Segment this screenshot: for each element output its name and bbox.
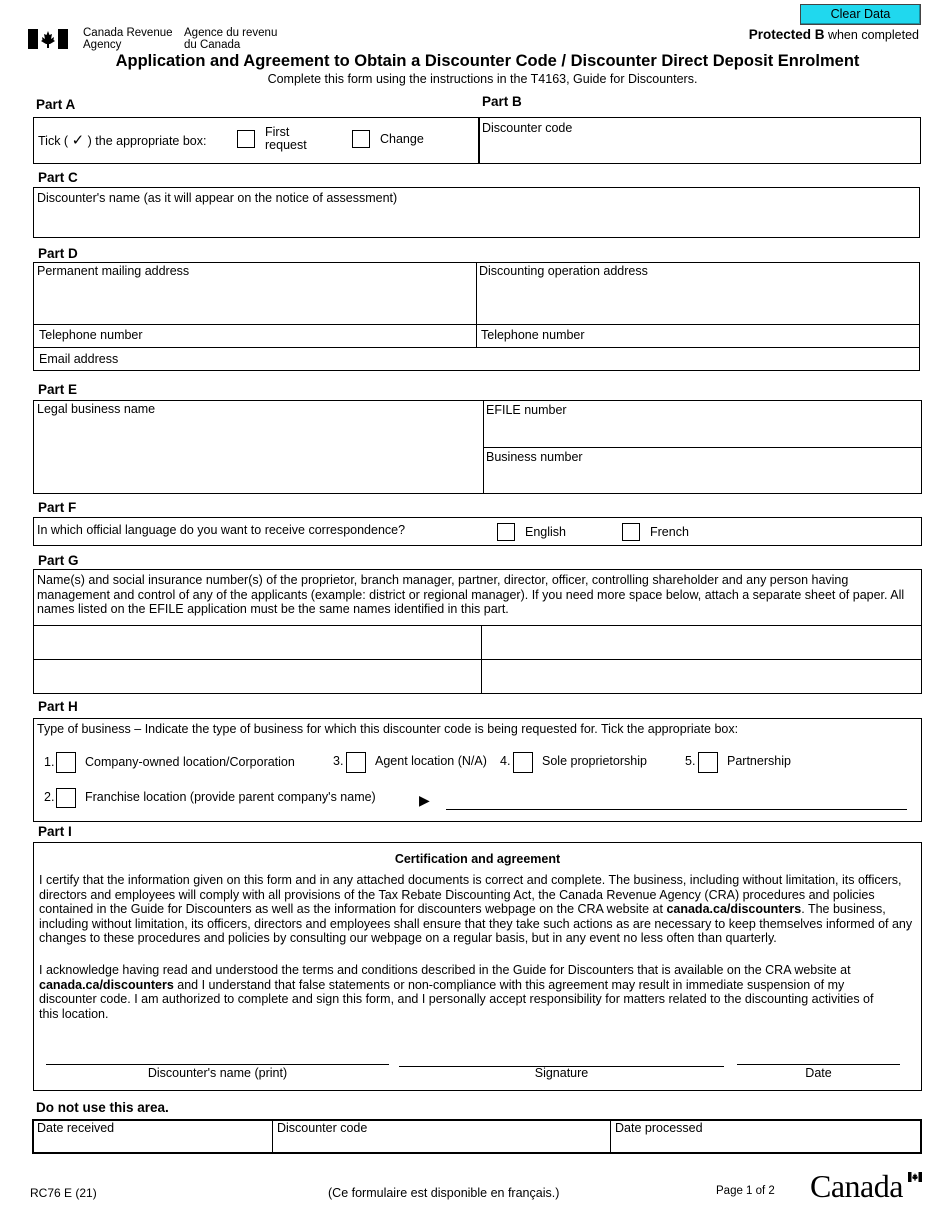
clear-data-label: Clear Data: [830, 7, 891, 21]
date-received-label: Date received: [37, 1121, 115, 1135]
part-i-heading: Part I: [38, 824, 72, 839]
wordmark-flag-icon: [908, 1172, 922, 1182]
person-sin-field-1[interactable]: [482, 626, 921, 659]
form-title: Application and Agreement to Obtain a Discounter Code / Discounter Direct Deposit Enrolment: [115, 52, 860, 70]
part-d-rule-1: [33, 324, 920, 325]
part-g-text: Name(s) and social insurance number(s) of the proprietor, branch manager, partner, director, officer, controlling shareholder and any person having management and control of any of the applicants (example: district or regional manager). If you need more space below, attach a separate sheet of paper. All names listed on the EFILE application must be the same names identified in this part.: [37, 573, 905, 616]
company-owned-checkbox[interactable]: [56, 752, 76, 773]
person-sin-field-2[interactable]: [482, 660, 921, 693]
part-d-heading: Part D: [38, 246, 78, 261]
tick-instruction: Tick ( ✓ ) the appropriate box:: [38, 132, 207, 149]
page-number: Page 1 of 2: [716, 1185, 775, 1197]
office-divider-2: [610, 1119, 611, 1154]
business-type-instruction: Type of business – Indicate the type of business for which this discounter code is being requested for. Tick the appropriate box:: [37, 722, 739, 736]
agent-location-label: Agent location (N/A): [375, 754, 487, 768]
option-1-number: 1.: [44, 755, 55, 769]
form-subtitle: Complete this form using the instructions in the T4163, Guide for Discounters.: [267, 72, 698, 86]
agent-location-checkbox[interactable]: [346, 752, 366, 773]
date-label: Date: [805, 1066, 832, 1080]
business-number-field[interactable]: Business number: [486, 450, 583, 464]
change-label: Change: [380, 132, 424, 146]
part-g-heading: Part G: [38, 553, 79, 568]
french-availability-note: (Ce formulaire est disponible en français.): [328, 1186, 560, 1200]
part-b-heading: Part B: [482, 94, 522, 109]
option-5-number: 5.: [685, 754, 696, 768]
partnership-label: Partnership: [727, 754, 791, 768]
part-d-divider: [476, 262, 477, 348]
signature-label: Signature: [534, 1066, 589, 1080]
mailing-address-field[interactable]: Permanent mailing address: [37, 264, 190, 278]
company-owned-label: Company-owned location/Corporation: [85, 755, 295, 769]
first-request-checkbox[interactable]: [237, 130, 255, 148]
part-f-heading: Part F: [38, 500, 77, 515]
part-d-rule-2: [33, 347, 920, 348]
protected-b-notice: Protected B when completed: [748, 27, 919, 42]
english-checkbox[interactable]: [497, 523, 515, 541]
english-label: English: [525, 525, 566, 539]
discounters-link-2[interactable]: canada.ca/discounters: [39, 977, 174, 992]
office-use-heading: Do not use this area.: [36, 1100, 169, 1115]
office-divider-1: [272, 1119, 273, 1154]
partnership-checkbox[interactable]: [698, 752, 718, 773]
telephone-right-field[interactable]: Telephone number: [481, 328, 585, 342]
canada-flag-logo: [28, 29, 68, 49]
option-4-number: 4.: [500, 754, 511, 768]
person-name-field-1[interactable]: [34, 626, 480, 659]
option-2-number: 2.: [44, 790, 55, 804]
legal-business-name-field[interactable]: Legal business name: [37, 402, 156, 416]
certification-paragraph-1: I certify that the information given on this form and in any attached documents is correct and complete. The business, including without limitation, its officers, directors and employees will comply with all provisions of the Tax Rebate Discounting Act, the Canada Revenue Agency (CRA) procedures and policies contained in the Guide for Discounters as well as the information for discounters webpage on the CRA website at canada.ca/discounters. The business, including without limitation, its officers, directors and employees shall ensure that they take such actions as are necessary to keep themselves informed of any changes to these procedures and policies by consulting our webpage on a regular basis, but in any event no less often than quarterly.: [39, 873, 913, 945]
discounters-link[interactable]: canada.ca/discounters: [666, 902, 802, 916]
discounter-name-label: Discounter's name (as it will appear on the notice of assessment): [37, 191, 398, 205]
agency-name-fr: Agence du revenu du Canada: [184, 27, 278, 51]
language-question: In which official language do you want to receive correspondence?: [37, 523, 406, 537]
franchise-label: Franchise location (provide parent company's name): [85, 790, 376, 804]
clear-data-button[interactable]: [800, 4, 921, 25]
part-e-heading: Part E: [38, 382, 78, 397]
person-name-field-2[interactable]: [34, 660, 480, 693]
discounter-code-label: Discounter code: [482, 121, 573, 135]
sole-proprietorship-checkbox[interactable]: [513, 752, 533, 773]
option-3-number: 3.: [333, 754, 344, 768]
change-checkbox[interactable]: [352, 130, 370, 148]
operation-address-field[interactable]: Discounting operation address: [479, 264, 648, 278]
certification-paragraph-2: I acknowledge having read and understood the terms and conditions described in the Guide for Discounters that is available on the CRA website at canada.ca/discounters and I understand that false statements or non-compliance with this agreement may result in immediate suspension of my discounter code. I am authorized to complete and sign this form, and I personally accept responsibility for matters related to the discounting activities of this location.: [39, 963, 874, 1021]
first-request-label: First request: [265, 125, 307, 152]
office-discounter-code-label: Discounter code: [277, 1121, 368, 1135]
date-field[interactable]: [737, 1064, 900, 1065]
telephone-left-field[interactable]: Telephone number: [39, 328, 143, 342]
french-checkbox[interactable]: [622, 523, 640, 541]
parent-company-field[interactable]: [446, 809, 907, 810]
sole-proprietorship-label: Sole proprietorship: [542, 754, 647, 768]
efile-number-field[interactable]: EFILE number: [486, 403, 567, 417]
part-e-rule: [483, 447, 922, 448]
canada-wordmark: Canada: [810, 1170, 925, 1204]
form-id: RC76 E (21): [30, 1186, 97, 1200]
franchise-checkbox[interactable]: [56, 788, 76, 808]
checkmark-icon: ✓: [71, 132, 85, 149]
part-h-heading: Part H: [38, 699, 78, 714]
agency-name-en: Canada Revenue Agency: [83, 27, 173, 51]
arrow-right-icon: ▶: [419, 792, 430, 808]
office-use-box: [32, 1119, 922, 1154]
certification-title: Certification and agreement: [394, 852, 561, 866]
french-label: French: [650, 525, 689, 539]
discounter-name-print-label: Discounter's name (print): [147, 1066, 288, 1080]
part-a-heading: Part A: [36, 97, 76, 112]
date-processed-label: Date processed: [615, 1121, 703, 1135]
email-field[interactable]: Email address: [39, 352, 119, 366]
discounter-name-print-field[interactable]: [46, 1064, 389, 1065]
part-c-heading: Part C: [38, 170, 78, 185]
